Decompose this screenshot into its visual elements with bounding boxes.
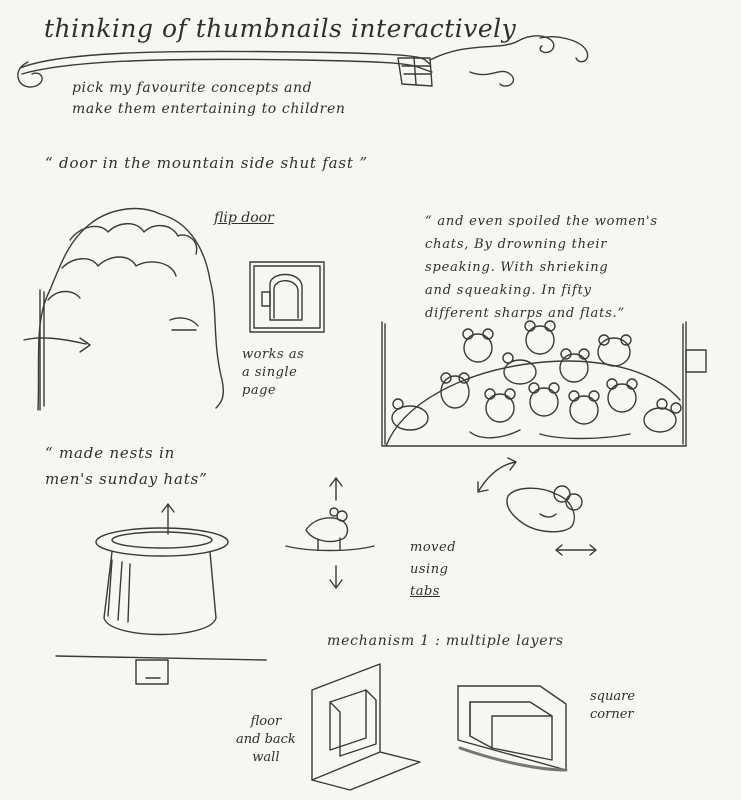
quote-women-line-4: and squeaking. In fifty <box>425 283 592 298</box>
flip-door-label: flip door <box>214 210 274 226</box>
floor-label-line-3: wall <box>252 750 280 765</box>
quote-women <box>425 210 658 325</box>
single-page-note-line-3: page <box>242 383 277 398</box>
single-page-note-line-1: works as <box>242 347 305 362</box>
quote-nests-line-1: “ made nests in <box>45 444 176 462</box>
quote-women-line-1: “ and even spoiled the women's <box>425 214 658 229</box>
moving-mouse-sketch <box>478 458 596 555</box>
tabs-note-line-3: tabs <box>410 584 440 599</box>
single-page-note <box>242 346 304 400</box>
square-corner-sketch <box>458 686 566 770</box>
square-corner-label <box>590 688 635 724</box>
quote-women-line-2: chats, By drowning their <box>425 237 608 252</box>
tab-mechanism-sketch <box>286 478 374 588</box>
page-subtitle <box>72 78 345 120</box>
mechanism-label: mechanism 1 : multiple layers <box>327 633 564 649</box>
floor-label-line-2: and back <box>236 732 296 747</box>
mountain-sketch <box>24 209 223 410</box>
quote-door: “ door in the mountain side shut fast ” <box>45 154 368 172</box>
floor-back-wall-label <box>236 713 296 767</box>
page-title: thinking of thumbnails interactively <box>44 14 517 43</box>
floor-back-wall-sketch <box>312 664 420 790</box>
quote-nests <box>45 440 208 492</box>
single-page-note-line-2: a single <box>242 365 298 380</box>
top-hat-sketch <box>56 504 266 684</box>
subtitle-line-2: make them entertaining to children <box>72 101 346 117</box>
corner-label-line-1: square <box>590 689 636 704</box>
floor-label-line-1: floor <box>250 714 282 729</box>
tabs-note-line-1: moved <box>410 540 457 555</box>
tabs-note <box>410 537 456 603</box>
quote-women-line-3: speaking. With shrieking <box>425 260 609 275</box>
mice-crowd <box>392 321 681 439</box>
corner-label-line-2: corner <box>590 707 634 722</box>
quote-nests-line-2: men's sunday hats” <box>45 470 208 488</box>
subtitle-line-1: pick my favourite concepts and <box>72 80 313 96</box>
quote-women-line-5: different sharps and flats.” <box>425 306 625 321</box>
mice-box-sketch <box>382 321 706 446</box>
tabs-note-line-2: using <box>410 562 449 577</box>
flip-door-sketch <box>250 262 324 332</box>
